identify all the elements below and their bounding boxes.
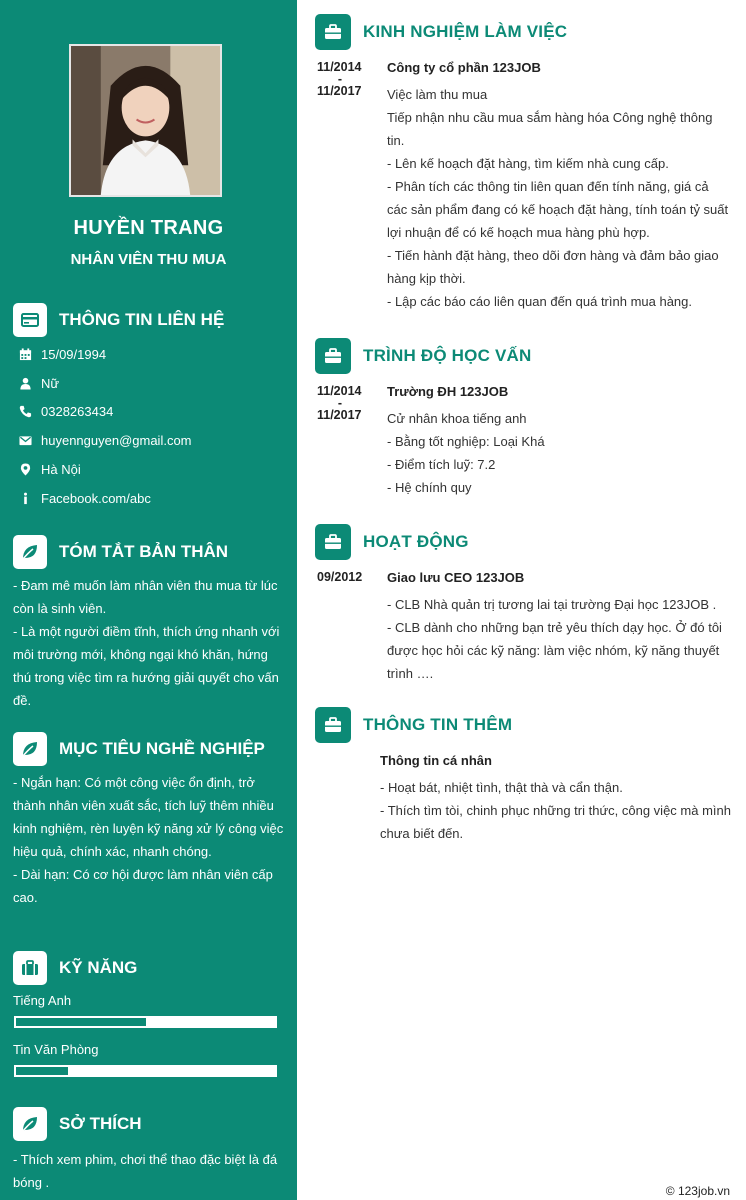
date-from: 11/2014	[317, 60, 362, 74]
date-separator: -	[337, 396, 343, 410]
education-section-header	[315, 338, 531, 374]
hobbies-heading: SỞ THÍCH	[59, 1114, 142, 1133]
extra-heading: THÔNG TIN THÊM	[363, 715, 513, 734]
contact-address	[18, 455, 288, 484]
education-date	[317, 384, 375, 422]
candidate-job-title: NHÂN VIÊN THU MUA	[70, 251, 227, 268]
skills-heading: KỸ NĂNG	[59, 958, 138, 977]
date-to: 11/2017	[317, 84, 362, 98]
description-line: - Lập các báo cáo liên quan đến quá trình mua hàng.	[387, 294, 692, 309]
extra-description	[380, 776, 732, 845]
activities-section-header	[315, 524, 469, 560]
contact-gender-value: Nữ	[41, 375, 60, 391]
date-from: 11/2014	[317, 384, 362, 398]
contact-facebook	[18, 484, 288, 513]
info-icon	[18, 491, 32, 505]
phone-icon	[18, 405, 32, 419]
hobbies-section-header	[13, 1107, 142, 1141]
experience-date	[317, 60, 375, 98]
career-goal-heading: MỤC TIÊU NGHỀ NGHIỆP	[59, 739, 265, 758]
location-pin-icon	[18, 463, 32, 477]
experience-description	[387, 83, 732, 313]
contact-phone-value: 0328263434	[41, 404, 114, 420]
career-goal-line: - Dài hạn: Có cơ hội được làm nhân viên cấp cao.	[13, 867, 273, 905]
description-line: - Lên kế hoạch đặt hàng, tìm kiếm nhà cung cấp.	[387, 156, 669, 171]
activity-date: 09/2012	[317, 570, 363, 584]
skill-bar-fill	[16, 1067, 68, 1075]
description-line: - Hệ chính quy	[387, 480, 472, 495]
credit-card-icon	[13, 303, 47, 337]
briefcase-icon	[315, 338, 351, 374]
description-line: - Bằng tốt nghiệp: Loại Khá	[387, 434, 545, 449]
envelope-icon	[18, 434, 32, 448]
skills-section-header	[13, 951, 137, 985]
contact-address-value: Hà Nội	[41, 462, 81, 478]
calendar-icon	[18, 347, 32, 361]
sidebar	[0, 0, 297, 1200]
description-line: - Điểm tích luỹ: 7.2	[387, 457, 496, 472]
skill-name: Tiếng Anh	[13, 993, 72, 1008]
main-content	[297, 0, 746, 1200]
extra-subheading: Thông tin cá nhân	[380, 753, 492, 768]
education-heading: TRÌNH ĐỘ HỌC VẤN	[363, 346, 532, 365]
briefcase-icon	[315, 524, 351, 560]
career-goal-line: - Ngắn hạn: Có một công việc ổn định, trở thành nhân viên xuất sắc, tích luỹ thêm nhiều kinh nghiệm, rèn luyện kỹ năng xử lý công việc hiệu quả, chính xác, nhanh chóng.	[13, 775, 284, 859]
description-line: - Hoạt bát, nhiệt tình, thật thà và cẩn thận.	[380, 780, 623, 795]
date-to: 11/2017	[317, 408, 362, 422]
summary-section-header	[13, 535, 228, 569]
description-line: - CLB dành cho những bạn trẻ yêu thích dạy học. Ở đó tôi được học hỏi các kỹ năng: làm việc nhóm, kỹ năng thuyết trình ….	[387, 620, 722, 681]
skill-bar-fill	[16, 1018, 146, 1026]
description-line: - Tiến hành đặt hàng, theo dõi đơn hàng và đảm bảo giao hàng kịp thời.	[387, 248, 719, 286]
briefcase-icon	[13, 951, 47, 985]
date-separator: -	[337, 72, 343, 86]
leaf-icon	[13, 535, 47, 569]
summary-heading: TÓM TẮT BẢN THÂN	[59, 542, 229, 561]
hobbies-text: - Thích xem phim, chơi thể thao đặc biệt là đá bóng .	[13, 1152, 278, 1190]
contact-section-header	[13, 303, 224, 337]
footer-credit: © 123job.vn	[665, 1184, 730, 1198]
person-icon	[18, 376, 32, 390]
skill-name: Tin Văn Phòng	[13, 1042, 99, 1057]
contact-birthdate-value: 15/09/1994	[41, 346, 107, 362]
activity-title: Giao lưu CEO 123JOB	[387, 570, 525, 585]
summary-line: - Đam mê muốn làm nhân viên thu mua từ lúc còn là sinh viên.	[13, 578, 278, 616]
activities-heading: HOẠT ĐỘNG	[363, 532, 469, 551]
contact-gender	[18, 369, 288, 398]
contact-phone	[18, 398, 288, 427]
career-goal-section-header	[13, 732, 265, 766]
description-line: Cử nhân khoa tiếng anh	[387, 411, 527, 426]
contact-facebook-value[interactable]: Facebook.com/abc	[41, 490, 151, 506]
experience-section-header	[315, 14, 567, 50]
experience-heading: KINH NGHIỆM LÀM VIỆC	[363, 22, 568, 41]
summary-line: - Là một người điềm tĩnh, thích ứng nhanh với môi trường mới, không ngại khó khăn, hứng thú trong việc tìm ra hướng giải quyết cho vấn đề.	[13, 624, 280, 708]
career-goal-text	[13, 771, 285, 909]
description-line: Việc làm thu mua	[387, 87, 488, 102]
briefcase-icon	[315, 14, 351, 50]
activities-description	[387, 593, 732, 685]
school-name: Trường ĐH 123JOB	[387, 384, 509, 399]
leaf-icon	[13, 1107, 47, 1141]
candidate-name: HUYỀN TRANG	[73, 217, 224, 239]
contact-list	[18, 340, 288, 513]
extra-section-header	[315, 707, 512, 743]
summary-text	[13, 574, 285, 712]
description-line: - CLB Nhà quản trị tương lai tại trường Đại học 123JOB .	[387, 597, 717, 612]
description-line: - Thích tìm tòi, chinh phục những tri thức, công việc mà mình chưa biết đến.	[380, 803, 731, 841]
skill-bar	[14, 1016, 277, 1028]
education-description	[387, 407, 732, 499]
profile-photo	[69, 44, 222, 197]
contact-email	[18, 426, 288, 455]
contact-heading: THÔNG TIN LIÊN HỆ	[59, 310, 225, 329]
company-name: Công ty cổ phần 123JOB	[387, 60, 541, 75]
contact-email-value[interactable]: huyennguyen@gmail.com	[41, 433, 192, 449]
contact-birthdate	[18, 340, 288, 369]
leaf-icon	[13, 732, 47, 766]
briefcase-icon	[315, 707, 351, 743]
skill-bar	[14, 1065, 277, 1077]
description-line: - Phân tích các thông tin liên quan đến tính năng, giá cả các sản phẩm đang có kế hoạch đặt hàng, tính toán tỷ suất lợi nhuận để có kế hoạch mua hàng phù hợp.	[387, 179, 729, 240]
description-line: Tiếp nhận nhu cầu mua sắm hàng hóa Công nghệ thông tin.	[387, 110, 713, 148]
